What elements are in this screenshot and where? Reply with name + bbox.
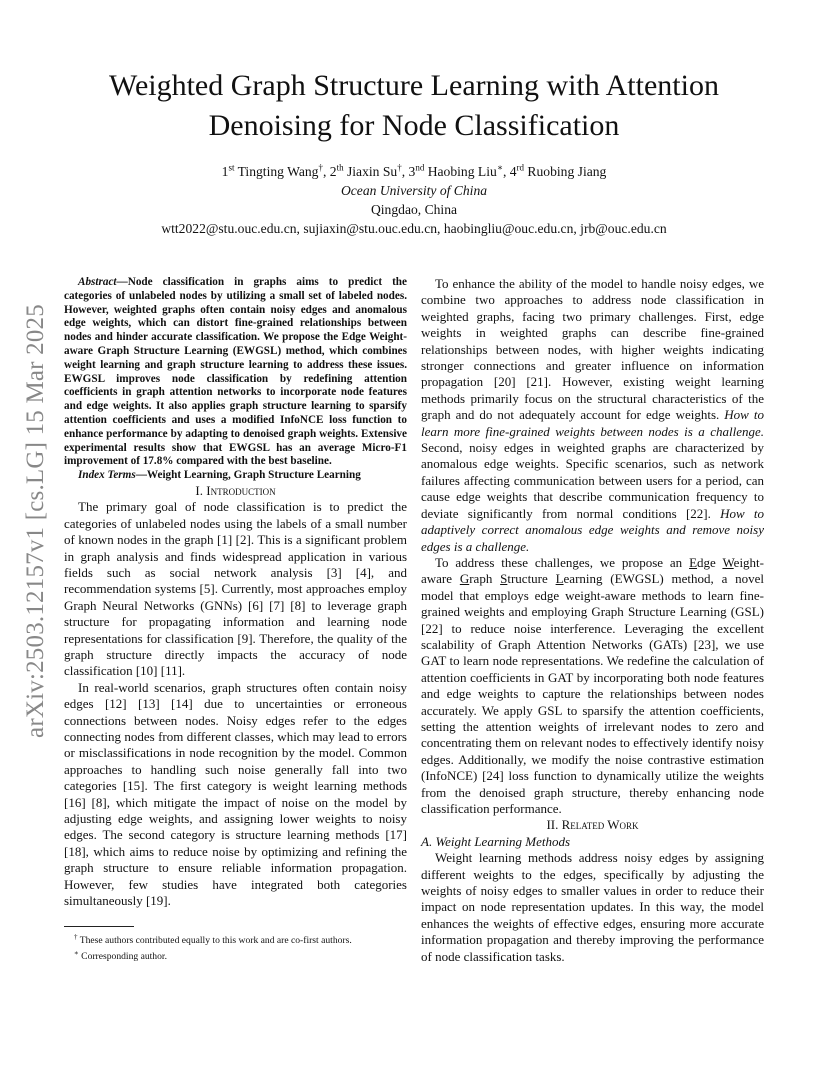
author-2-name: Jiaxin Su	[343, 164, 398, 179]
footnote-divider	[64, 926, 134, 927]
author-3-ordinal: , 3	[401, 164, 416, 179]
related-paragraph-1: Weight learning methods address noisy edges by assigning different weights to the edges, specifically by adjusting the weights of noisy edges to smaller values in order to reduce their impact on node representation updates. In this way, the model enhances the weights of effective edges, ensuring more accurate information propagation and thereby improving the performance of node classification tasks.	[421, 850, 764, 964]
author-4-name: Ruobing Jiang	[524, 164, 607, 179]
author-3-mark: ∗	[496, 162, 503, 173]
affiliation-city: Qingdao, China	[370, 202, 458, 217]
acronym-letter-s: S	[500, 571, 508, 587]
right-column	[421, 276, 764, 965]
para3-text-c: Second, noisy edges in weighted graphs are characterized by anomalous edge weights. Specific scenarios, such as network failures affecting communication between users for a period, can cause edge weights that describe communication frequency to deviate significantly from normal conditions [22].	[421, 440, 764, 521]
acronym-letter-l: L	[555, 571, 564, 587]
acronym-letter-e: E	[689, 554, 698, 570]
author-2-sup: th	[336, 162, 344, 173]
author-emails: wtt2022@stu.ouc.edu.cn, sujiaxin@stu.ouc.edu.cn, haobingliu@ouc.edu.cn, jrb@ouc.edu.cn	[161, 221, 667, 236]
author-1-ordinal: 1	[221, 164, 229, 179]
section-heading-introduction: I. Introduction	[195, 482, 276, 498]
para3-text-a: To enhance the ability of the model to handle noisy edges, we combine two approaches to address node classification in weighted graphs, facing two primary challenges. First, edge weights in weighted graphs can describe fine-grained relationships between nodes, with higher weights indicating stronger connections and greater influence on information propagation [20] [21]. However, existing weight learning methods primarily focus on the structural characteristics of the graph and do not adequately account for edge weights.	[421, 276, 764, 423]
title-line-2: Denoising for Node Classification	[208, 109, 620, 142]
abstract	[64, 276, 407, 469]
author-2-ordinal: , 2	[322, 164, 337, 179]
arxiv-id-text: arXiv:2503.12157v1 [cs.LG] 15 Mar 2025	[22, 304, 49, 738]
footnote-2	[64, 947, 407, 963]
paper-title	[60, 66, 768, 146]
acronym-word-edge: dge	[697, 554, 723, 570]
arxiv-identifier	[14, 282, 58, 760]
intro-paragraph-1: The primary goal of node classification is to predict the categories of unlabeled nodes using the labels of a small number of known nodes in the graph [1] [2]. This is a significant problem in graph analysis and finds widespread application in various fields such as social network analysis [3] [4], and recommendation systems [5]. Currently, most approaches employ Graph Neural Networks (GNNs) [6] [7] [8] to leverage graph structure for propagating information and learning node representations for classification [9]. Therefore, the quality of the graph structure directly impacts the accuracy of node classification [10] [11].	[64, 499, 407, 679]
section-heading-related-work: II. Related Work	[546, 817, 639, 833]
abstract-text: —Node classification in graphs aims to predict the categories of unlabeled nodes by utilizing a small set of labeled nodes. However, weighted graphs often contain noisy edges and anomalous edge weights, which can distort fine-grained relationships between nodes and hinder accurate classification. We propose the Edge Weight-aware Graph Structure Learning (EWGSL) method, which combines weight learning and graph structure learning to address these issues. EWGSL improves node classification by redefining attention coefficients in graph attention networks to incorporate node features and edge weights. It also applies graph structure learning to sparsify attention coefficients and uses a modified InfoNCE loss function to enhance performance by adapting to denoised graph weights. Extensive experimental results show that EWGSL has an average Micro-F1 improvement of 17.8% compared with the best baseline.	[64, 276, 407, 468]
footnote-1	[64, 931, 407, 947]
index-terms	[64, 469, 407, 483]
challenge-1: How to learn more fine-grained weights between nodes is a challenge.	[421, 407, 764, 439]
acronym-word-graph: raph	[469, 571, 501, 587]
intro-paragraph-2: In real-world scenarios, graph structures often contain noisy edges [12] [13] [14] due to uncertainties or erroneous connections between nodes. Noisy edges refer to the edges connecting nodes from different classes, which may lead to errors or misclassifications in node recognition by the model. Common approaches to handling such noise generally fall into two categories [15]. The first category is weight learning methods [16] [8], which mitigate the impact of noise on the model by adjusting edge weights, and assigning lower weights to noisy edges. The second category is structure learning methods [17] [18], which aims to reduce noise by optimizing and refining the graph structure to ensure reliable information propagation. However, few studies have integrated both categories simultaneously [19].	[64, 679, 407, 909]
left-column	[64, 276, 407, 963]
footnote-2-mark: ∗	[74, 948, 79, 957]
author-names	[60, 162, 768, 181]
challenge-2: How to adaptively correct anomalous edge weights and remove noisy edges is a challenge.	[421, 505, 764, 554]
para4-text-a: To address these challenges, we propose an	[435, 554, 690, 570]
footnote-2-text: Corresponding author.	[78, 950, 167, 962]
subsection-heading-weight-learning: A. Weight Learning Methods	[421, 833, 571, 849]
title-line-1: Weighted Graph Structure Learning with Attention	[109, 69, 719, 102]
index-terms-text: —Weight Learning, Graph Structure Learning	[135, 469, 361, 482]
footnote-1-text: These authors contributed equally to this work and are co-first authors.	[77, 934, 352, 946]
author-4-sup: rd	[516, 162, 525, 173]
author-3-name: Haobing Liu	[424, 164, 497, 179]
affiliation: Ocean University of China	[340, 183, 488, 198]
intro-paragraph-4	[421, 555, 764, 818]
author-4-ordinal: , 4	[502, 164, 517, 179]
para4-text-b: (EWGSL) method, a novel model that employs edge weight-aware methods to learn fine-grained weights and employing Graph Structure Learning (GSL) [22] to reduce noise interference. Leveraging the excellent scalability of Graph Attention Networks (GATs) [23], we use GAT to learn node representations. We redefine the calculation of attention coefficients in GAT by incorporating both node features and edge weights to capture the relationships between nodes accurately. We apply GSL to sparsify the attention coefficients, setting the attention weights of irrelevant nodes to zero and concentrating them on relevant nodes to effectively identify noisy edges. Additionally, we modify the noise contrastive estimation (InfoNCE) [24] loss function to dynamically utilize the weights from the denoised graph structure, thereby enhancing node classification performance.	[421, 571, 765, 816]
abstract-label: Abstract	[78, 276, 117, 288]
acronym-letter-g: G	[459, 571, 470, 587]
footnote-1-mark: †	[74, 932, 78, 941]
author-1-mark: †	[318, 162, 323, 173]
author-1-sup: st	[228, 162, 235, 173]
author-2-mark: †	[397, 162, 402, 173]
author-1-name: Tingting Wang	[234, 164, 319, 179]
acronym-word-learning: earning	[563, 571, 603, 587]
index-terms-label: Index Terms	[78, 469, 136, 482]
author-3-sup: nd	[415, 162, 425, 173]
acronym-letter-w: W	[722, 554, 734, 570]
acronym-word-weight: eight-aware	[421, 554, 764, 587]
author-block	[60, 162, 768, 238]
acronym-word-structure: tructure	[507, 571, 556, 587]
intro-paragraph-3	[421, 276, 764, 555]
